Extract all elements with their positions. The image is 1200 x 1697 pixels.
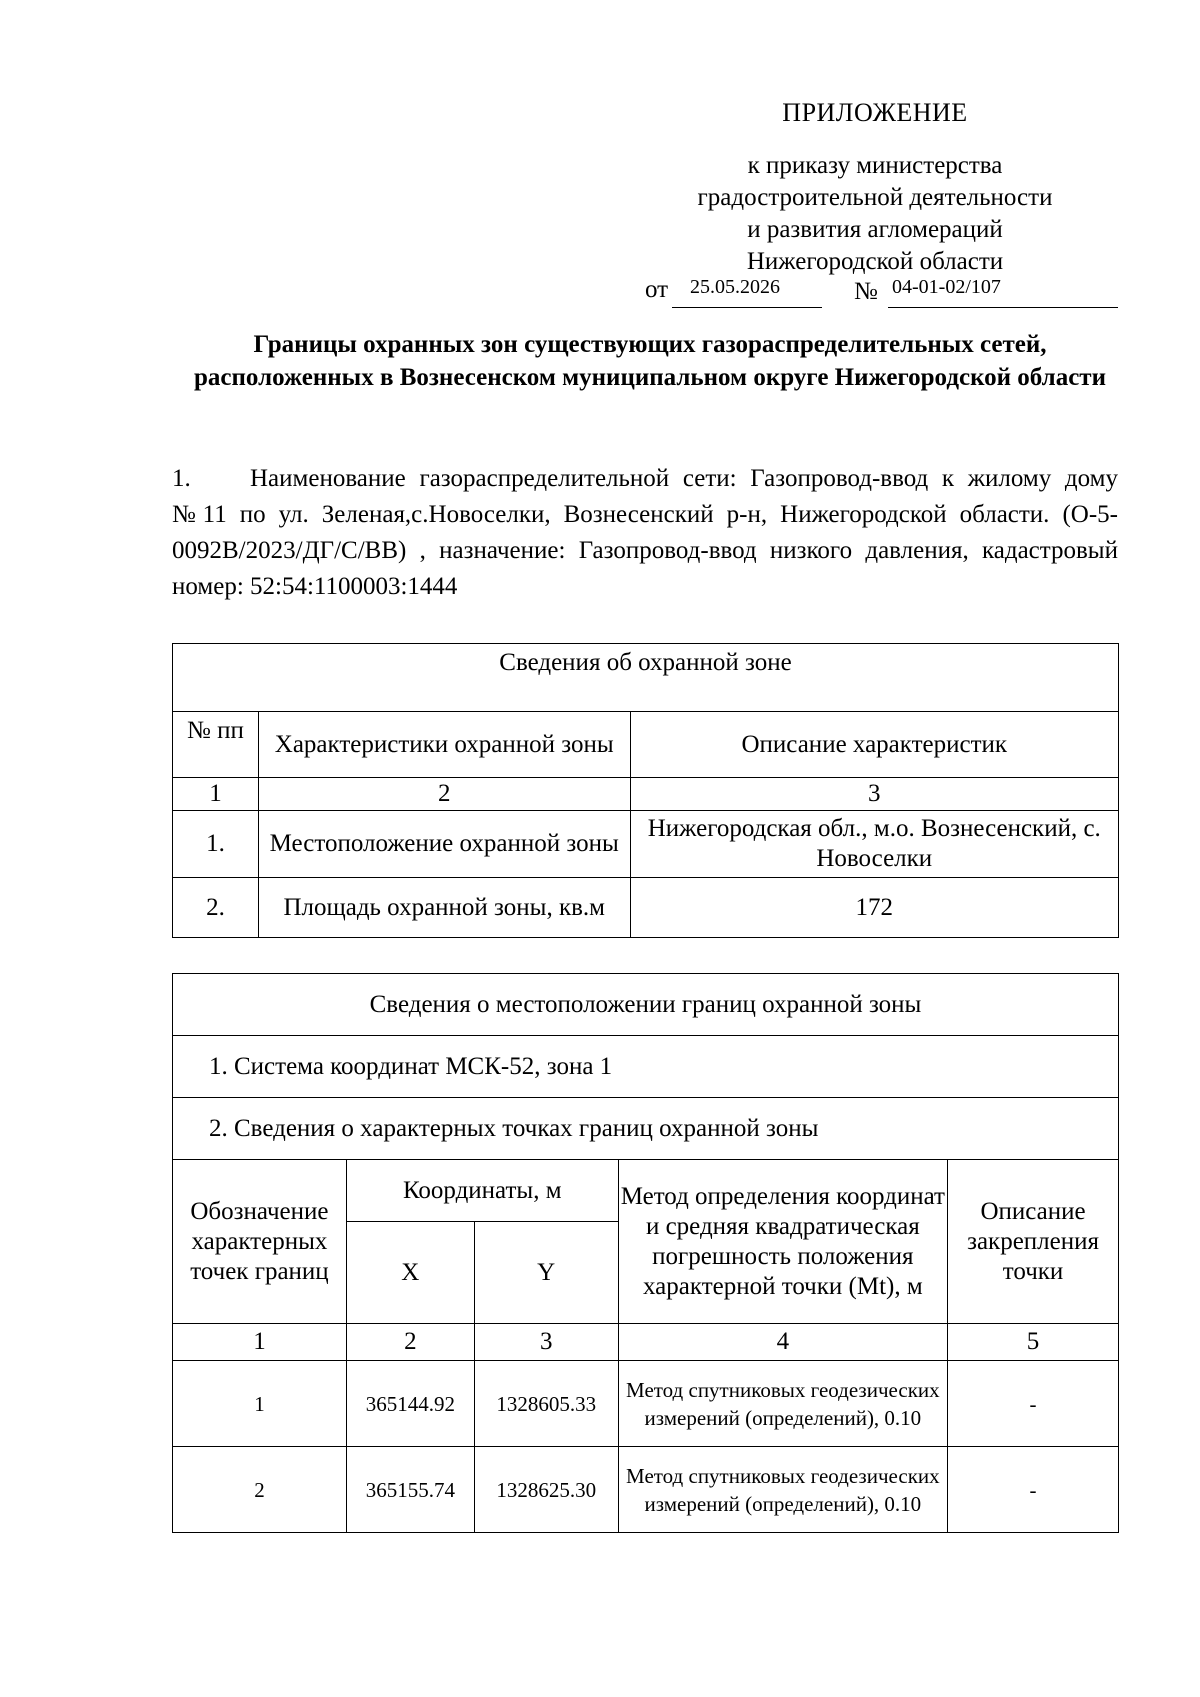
appendix-line: Нижегородской области xyxy=(746,248,1004,275)
order-number: 04-01-02/107 xyxy=(888,276,1118,308)
paragraph-text: Наименование газораспределительной сети: Газопровод-ввод к жилому дому №11 по ул. Зеленая,с.Новоселки, Вознесенский р-н, Нижегородской области. (О-5-0092В/2023/ДГ/С/ВВ) , назначение: Газопровод-ввод низкого давления, кадастровый номер: 52:54:1100003:1444 xyxy=(172,465,1118,600)
appendix-line: градостроительной деятельности xyxy=(697,184,1053,211)
index-cell: 4 xyxy=(618,1324,947,1361)
document-title: Границы охранных зон существующих газораспределительных сетей, расположенных в Вознесенском муниципальном округе Нижегородской области xyxy=(194,331,1106,391)
table-cell: 2 xyxy=(173,1447,347,1533)
table-row xyxy=(173,1447,1119,1533)
from-label: от xyxy=(645,276,669,303)
index-cell: 2 xyxy=(258,778,630,811)
table-cell: Местоположение охранной зоны xyxy=(258,811,630,878)
index-cell: 5 xyxy=(948,1324,1119,1361)
table-cell: - xyxy=(948,1447,1119,1533)
table-cell: 1 xyxy=(173,1361,347,1447)
coords-header: Координаты, м xyxy=(346,1160,618,1222)
table-cell: 1. xyxy=(173,811,259,878)
y-header: Y xyxy=(474,1222,618,1324)
x-header: X xyxy=(346,1222,474,1324)
table-cell: 172 xyxy=(630,878,1118,938)
appendix-line: и развития агломераций xyxy=(747,216,1003,243)
order-date: 25.05.2026 xyxy=(672,276,822,308)
boundary-table-caption: Сведения о местоположении границ охранной зоны xyxy=(173,974,1119,1036)
boundary-points-table xyxy=(172,973,1119,1533)
table-cell: Метод спутниковых геодезических измерений (определений), 0.10 xyxy=(618,1361,947,1447)
table-cell: 2. xyxy=(173,878,259,938)
zone-table-caption: Сведения об охранной зоне xyxy=(173,644,1119,712)
index-cell: 3 xyxy=(474,1324,618,1361)
number-label: № xyxy=(854,278,878,305)
table-cell: 1328625.30 xyxy=(474,1447,618,1533)
table-row xyxy=(173,811,1119,878)
points-caption: 2. Сведения о характерных точках границ охранной зоны xyxy=(173,1098,1119,1160)
table-row xyxy=(173,878,1119,938)
paragraph-number: 1. xyxy=(172,465,191,492)
table-cell: 365144.92 xyxy=(346,1361,474,1447)
header-cell: Характеристики охранной зоны xyxy=(258,712,630,778)
zone-info-table xyxy=(172,643,1119,938)
index-cell: 3 xyxy=(630,778,1118,811)
header-cell: № пп xyxy=(173,712,259,778)
appendix-line: к приказу министерства xyxy=(747,152,1003,179)
table-cell: Метод спутниковых геодезических измерений (определений), 0.10 xyxy=(618,1447,947,1533)
index-cell: 2 xyxy=(346,1324,474,1361)
table-cell: Нижегородская обл., м.о. Вознесенский, с. Новоселки xyxy=(630,811,1118,878)
table-cell: - xyxy=(948,1361,1119,1447)
designation-header: Обозначение характерных точек границ xyxy=(173,1160,347,1324)
coordinate-system: 1. Система координат МСК-52, зона 1 xyxy=(173,1036,1119,1098)
index-cell: 1 xyxy=(173,778,259,811)
table-cell: 365155.74 xyxy=(346,1447,474,1533)
method-header: Метод определения координат и средняя квадратическая погрешность положения характерной точки (Mt), м xyxy=(618,1160,947,1324)
fixing-header: Описание закрепления точки xyxy=(948,1160,1119,1324)
appendix-title: ПРИЛОЖЕНИЕ xyxy=(782,98,968,127)
table-cell: 1328605.33 xyxy=(474,1361,618,1447)
table-cell: Площадь охранной зоны, кв.м xyxy=(258,878,630,938)
table-row xyxy=(173,1361,1119,1447)
header-cell: Описание характеристик xyxy=(630,712,1118,778)
network-description xyxy=(172,461,1118,605)
index-cell: 1 xyxy=(173,1324,347,1361)
